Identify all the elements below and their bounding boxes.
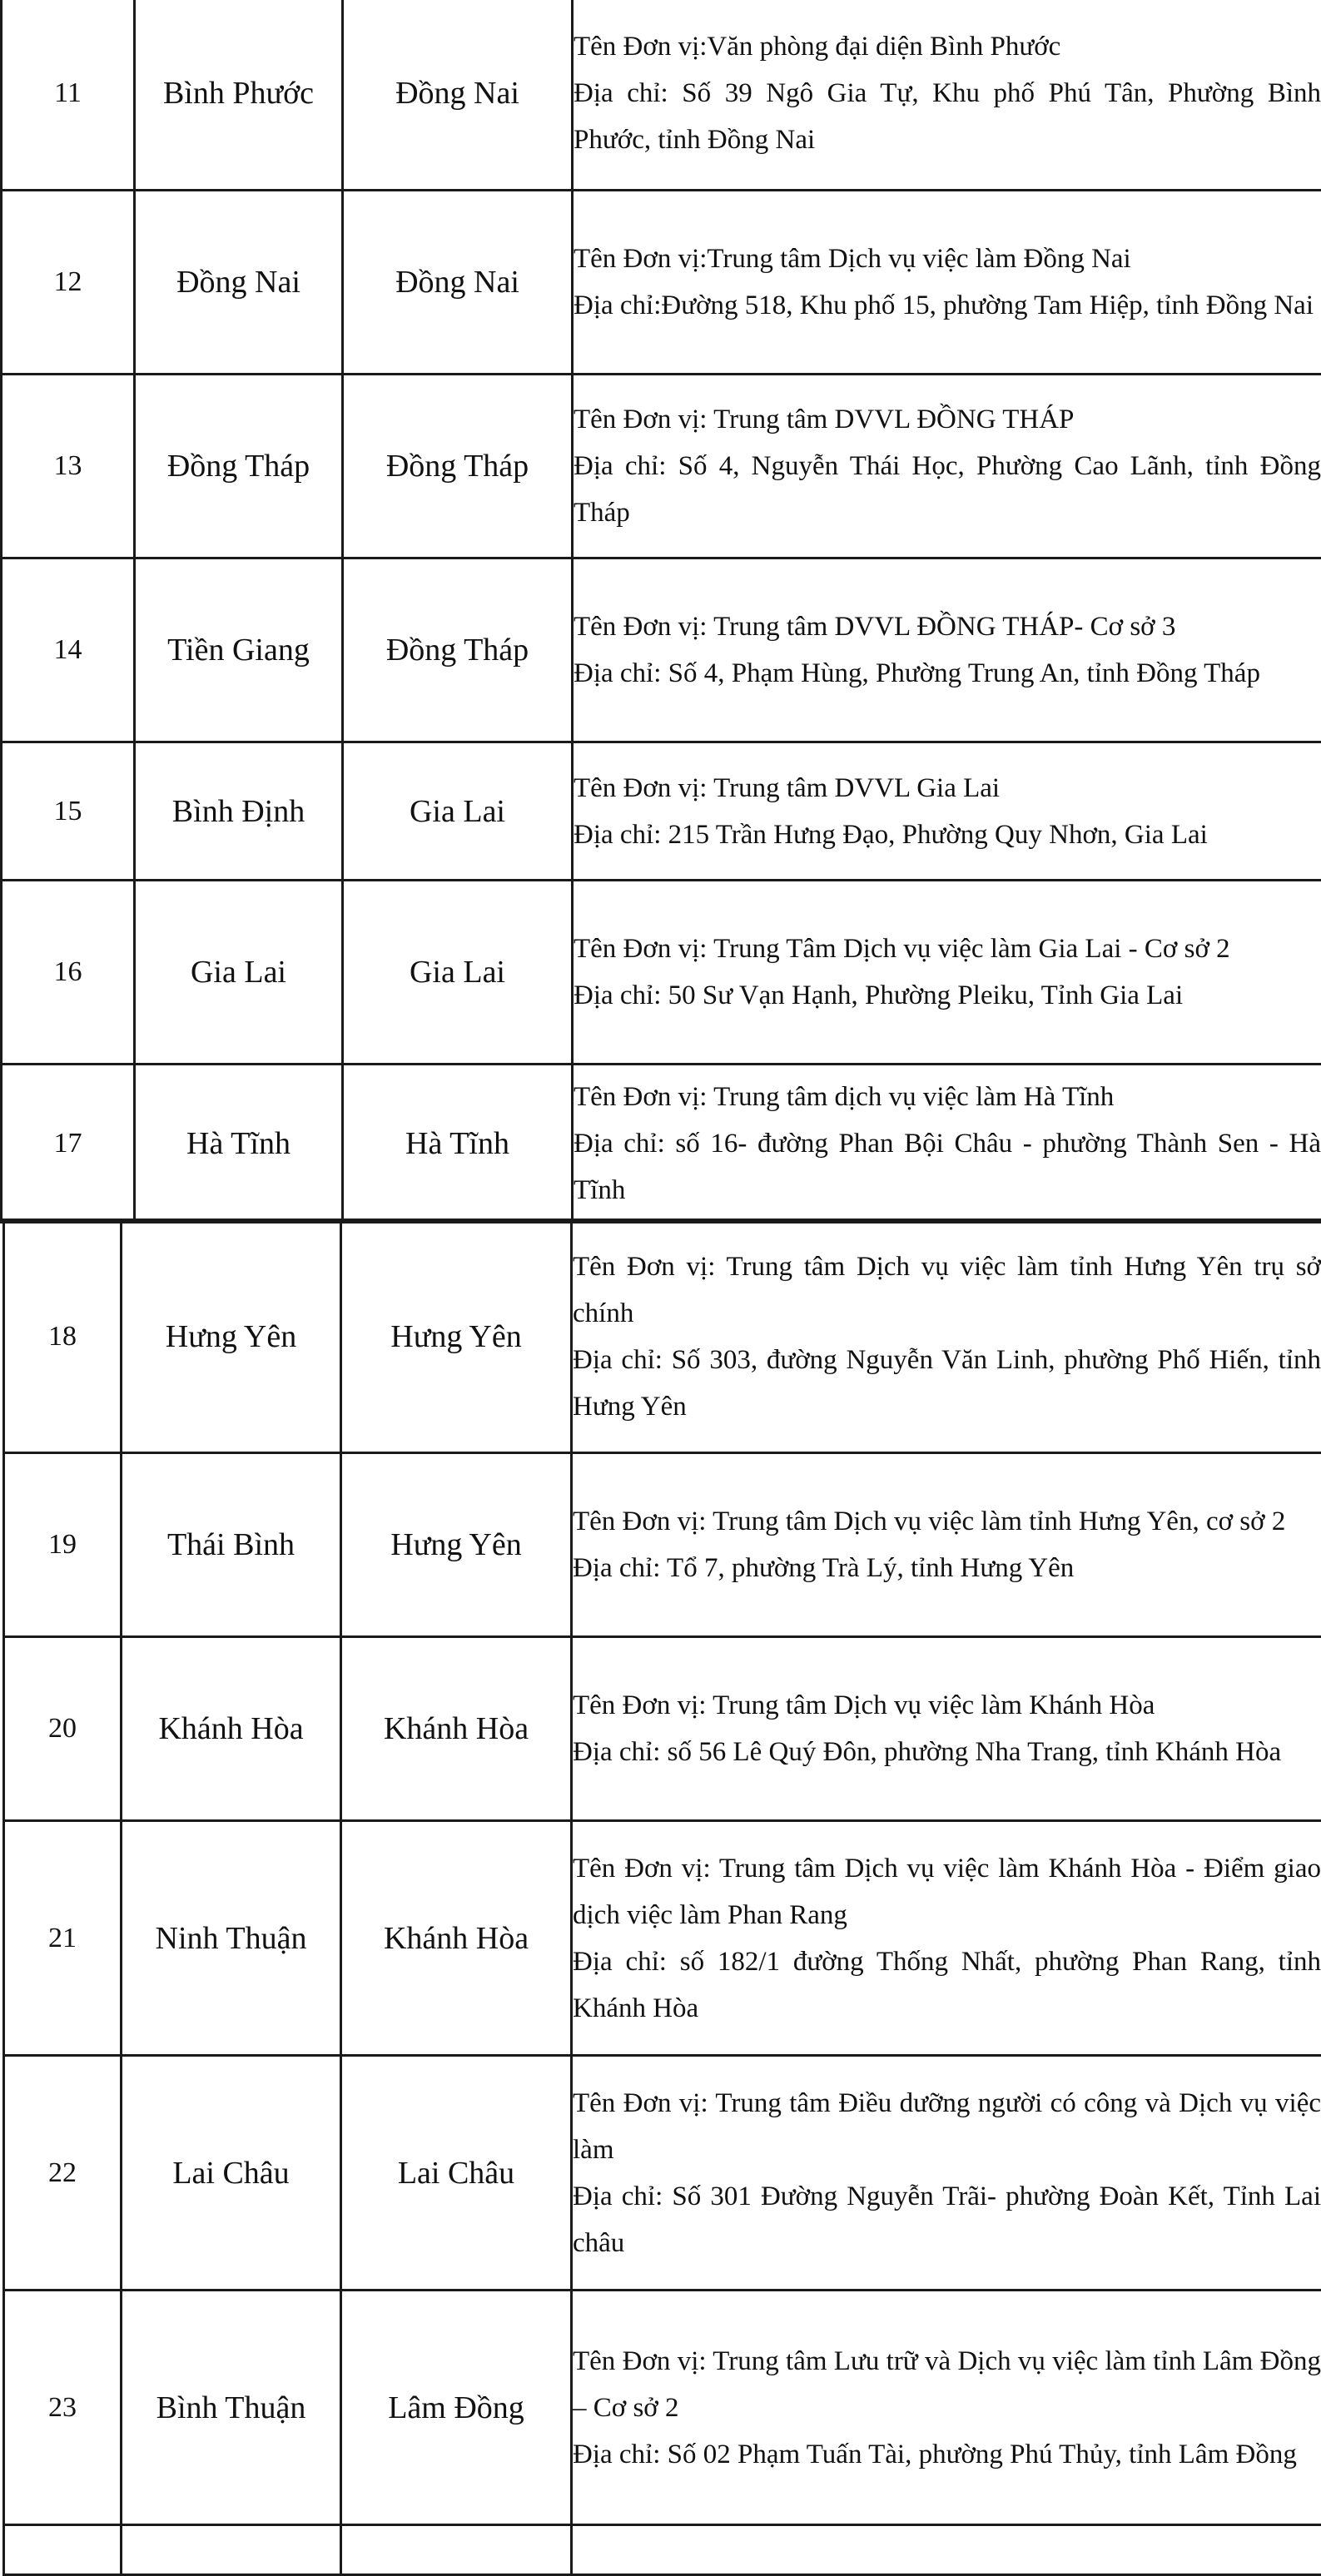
- old-province: Đồng Tháp: [135, 375, 343, 558]
- new-province: Gia Lai: [343, 742, 573, 881]
- table-row: [2, 191, 1321, 375]
- row-number: 11: [2, 0, 135, 191]
- unit-address: Địa chỉ: Số 4, Phạm Hùng, Phường Trung An, tỉnh Đồng Tháp: [574, 650, 1321, 697]
- new-province: Đồng Nai: [343, 0, 573, 191]
- unit-info: [572, 2056, 1321, 2291]
- unit-name: Tên Đơn vị: Trung tâm Điều dưỡng người có công và Dịch vụ việc làm: [573, 2080, 1321, 2173]
- unit-name: Tên Đơn vị: Trung tâm DVVL ĐỒNG THÁP: [574, 396, 1321, 443]
- unit-name: Tên Đơn vị:Văn phòng đại diện Bình Phước: [574, 23, 1321, 70]
- unit-address: Địa chỉ: 215 Trần Hưng Đạo, Phường Quy Nhơn, Gia Lai: [574, 812, 1321, 858]
- table-row: [2, 558, 1321, 742]
- unit-name: Tên Đơn vị: Trung tâm dịch vụ việc làm Hà Tĩnh: [574, 1074, 1321, 1120]
- table-row: [2, 742, 1321, 881]
- unit-name: Tên Đơn vị: Trung Tâm Dịch vụ việc làm Gia Lai - Cơ sở 2: [574, 926, 1321, 972]
- new-province: Đồng Tháp: [343, 375, 573, 558]
- new-province: [341, 2525, 572, 2575]
- old-province: Tiền Giang: [135, 558, 343, 742]
- new-province: Gia Lai: [343, 881, 573, 1065]
- old-province: Lai Châu: [122, 2056, 341, 2291]
- unit-address: Địa chỉ: Số 4, Nguyễn Thái Học, Phường Cao Lãnh, tỉnh Đồng Tháp: [574, 443, 1321, 536]
- unit-address: Địa chỉ: số 56 Lê Quý Đôn, phường Nha Trang, tỉnh Khánh Hòa: [573, 1729, 1321, 1775]
- unit-info: [573, 1065, 1321, 1223]
- new-province: Đồng Tháp: [343, 558, 573, 742]
- table-row: [4, 2056, 1321, 2291]
- unit-name: Tên Đơn vị: Trung tâm Dịch vụ việc làm tỉnh Hưng Yên trụ sở chính: [573, 1243, 1321, 1337]
- row-number: 23: [4, 2291, 122, 2525]
- unit-name: Tên Đơn vị: Trung tâm Dịch vụ việc làm Khánh Hòa - Điểm giao dịch việc làm Phan Rang: [573, 1845, 1321, 1938]
- old-province: Bình Phước: [135, 0, 343, 191]
- table-row: [2, 375, 1321, 558]
- new-province: Hà Tĩnh: [343, 1065, 573, 1223]
- new-province: Đồng Nai: [343, 191, 573, 375]
- old-province: Thái Bình: [122, 1453, 341, 1637]
- employment-centers-table-part-1: [0, 0, 1321, 1223]
- unit-info: [573, 742, 1321, 881]
- unit-info: [573, 558, 1321, 742]
- old-province: Ninh Thuận: [122, 1821, 341, 2056]
- old-province: Hưng Yên: [122, 1220, 341, 1453]
- table-row: [2, 0, 1321, 191]
- unit-name: Tên Đơn vị: Trung tâm Dịch vụ việc làm Khánh Hòa: [573, 1682, 1321, 1729]
- old-province: Bình Định: [135, 742, 343, 881]
- unit-info: [573, 0, 1321, 191]
- unit-name: Tên Đơn vị: Trung tâm Dịch vụ việc làm tỉnh Hưng Yên, cơ sở 2: [573, 1498, 1321, 1545]
- old-province: Bình Thuận: [122, 2291, 341, 2525]
- new-province: Khánh Hòa: [341, 1637, 572, 1821]
- row-number: 22: [4, 2056, 122, 2291]
- unit-address: Địa chỉ: 50 Sư Vạn Hạnh, Phường Pleiku, Tỉnh Gia Lai: [574, 972, 1321, 1019]
- unit-info: [572, 2291, 1321, 2525]
- new-province: Lai Châu: [341, 2056, 572, 2291]
- table-row: [4, 1220, 1321, 1453]
- unit-info: [572, 2525, 1321, 2575]
- unit-info: [573, 191, 1321, 375]
- table-row: [2, 1065, 1321, 1223]
- table-row-continued: [4, 2525, 1321, 2575]
- unit-info: [573, 881, 1321, 1065]
- unit-info: [572, 1453, 1321, 1637]
- unit-address: Địa chỉ: Tổ 7, phường Trà Lý, tỉnh Hưng Yên: [573, 1545, 1321, 1591]
- old-province: Khánh Hòa: [122, 1637, 341, 1821]
- unit-address: Địa chỉ: số 16- đường Phan Bội Châu - phường Thành Sen - Hà Tĩnh: [574, 1120, 1321, 1214]
- row-number: 15: [2, 742, 135, 881]
- new-province: Hưng Yên: [341, 1220, 572, 1453]
- old-province: Gia Lai: [135, 881, 343, 1065]
- unit-info: [572, 1821, 1321, 2056]
- unit-name: Tên Đơn vị: Trung tâm DVVL ĐỒNG THÁP- Cơ sở 3: [574, 603, 1321, 650]
- employment-centers-table-part-2: [2, 1219, 1321, 2576]
- new-province: Hưng Yên: [341, 1453, 572, 1637]
- row-number: 16: [2, 881, 135, 1065]
- table-row: [2, 881, 1321, 1065]
- row-number: 21: [4, 1821, 122, 2056]
- row-number: 18: [4, 1220, 122, 1453]
- row-number: 20: [4, 1637, 122, 1821]
- old-province: Đồng Nai: [135, 191, 343, 375]
- unit-name: Tên Đơn vị: Trung tâm Lưu trữ và Dịch vụ việc làm tỉnh Lâm Đồng – Cơ sở 2: [573, 2338, 1321, 2431]
- unit-address: Địa chỉ: số 182/1 đường Thống Nhất, phường Phan Rang, tỉnh Khánh Hòa: [573, 1938, 1321, 2032]
- new-province: Khánh Hòa: [341, 1821, 572, 2056]
- old-province: [122, 2525, 341, 2575]
- new-province: Lâm Đồng: [341, 2291, 572, 2525]
- unit-address: Địa chỉ: Số 303, đường Nguyễn Văn Linh, phường Phố Hiến, tỉnh Hưng Yên: [573, 1337, 1321, 1430]
- row-number: 14: [2, 558, 135, 742]
- row-number: 17: [2, 1065, 135, 1223]
- row-number: 12: [2, 191, 135, 375]
- row-number: 13: [2, 375, 135, 558]
- row-number: [4, 2525, 122, 2575]
- unit-name: Tên Đơn vị:Trung tâm Dịch vụ việc làm Đồng Nai: [574, 236, 1321, 282]
- table-row: [4, 2291, 1321, 2525]
- old-province: Hà Tĩnh: [135, 1065, 343, 1223]
- table-row: [4, 1637, 1321, 1821]
- table-row: [4, 1453, 1321, 1637]
- unit-name: Tên Đơn vị: Trung tâm DVVL Gia Lai: [574, 765, 1321, 812]
- row-number: 19: [4, 1453, 122, 1637]
- unit-address: Địa chỉ: Số 39 Ngô Gia Tự, Khu phố Phú Tân, Phường Bình Phước, tỉnh Đồng Nai: [574, 70, 1321, 163]
- table-row: [4, 1821, 1321, 2056]
- unit-info: [572, 1220, 1321, 1453]
- unit-info: [572, 1637, 1321, 1821]
- unit-info: [573, 375, 1321, 558]
- unit-address: Địa chỉ: Số 301 Đường Nguyễn Trãi- phường Đoàn Kết, Tỉnh Lai châu: [573, 2173, 1321, 2266]
- unit-address: Địa chỉ:Đường 518, Khu phố 15, phường Tam Hiệp, tỉnh Đồng Nai: [574, 282, 1321, 329]
- unit-address: Địa chỉ: Số 02 Phạm Tuấn Tài, phường Phú Thủy, tỉnh Lâm Đồng: [573, 2431, 1321, 2478]
